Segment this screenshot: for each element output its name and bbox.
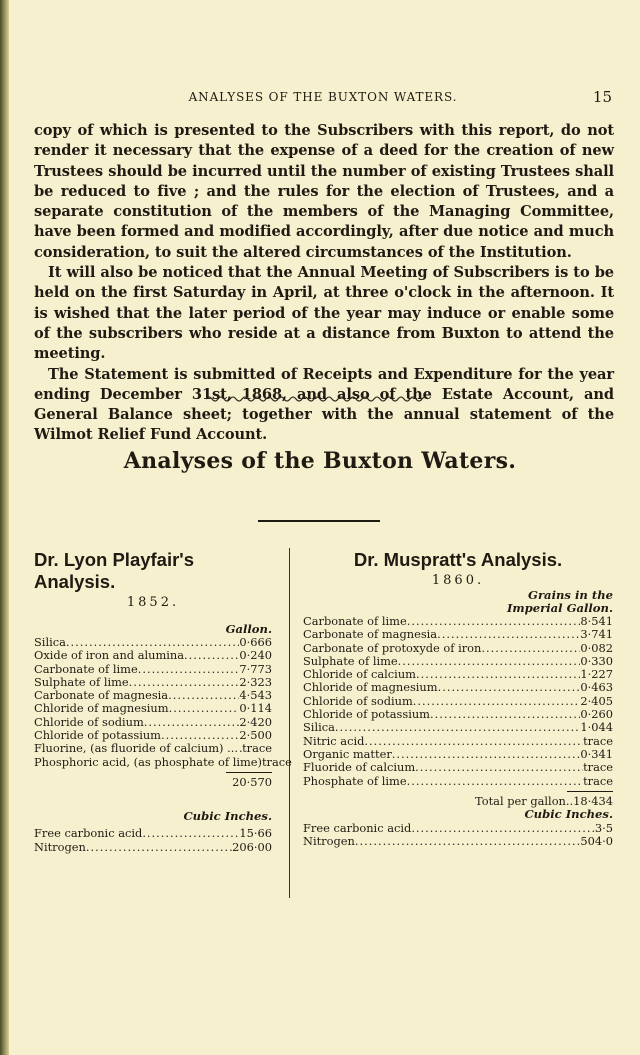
composition-row: [303, 822, 613, 835]
substance-name: Chloride of potassium: [34, 728, 161, 743]
dot-leader: [407, 775, 583, 788]
substance-name: Chloride of magnesium: [303, 680, 438, 695]
substance-name: Free carbonic acid: [34, 826, 143, 841]
sum-rule: [567, 791, 613, 792]
composition-row: [34, 729, 272, 742]
dot-leader: [416, 668, 580, 681]
substance-value: 1·044: [580, 720, 613, 735]
substance-name: Oxide of iron and alumina: [34, 648, 185, 663]
dot-leader: [138, 663, 240, 676]
composition-row: [303, 708, 613, 721]
composition-row: [34, 649, 272, 662]
substance-name: Chloride of magnesium: [34, 701, 169, 716]
dot-leader: [392, 748, 581, 761]
composition-row: [303, 721, 613, 734]
composition-row: [303, 642, 613, 655]
composition-row: [34, 841, 272, 854]
composition-list: [34, 635, 292, 769]
analysis-title: Dr. Lyon Playfair's Analysis.: [34, 549, 194, 592]
substance-name: Fluorine, (as fluoride of calcium) ..: [34, 741, 235, 756]
substance-value: trace: [583, 773, 613, 788]
substance-value: 15·66: [239, 826, 272, 841]
substance-value: trace: [583, 733, 613, 748]
gas-unit-heading: Cubic Inches.: [524, 807, 613, 822]
composition-row: [34, 663, 272, 676]
composition-row: [34, 754, 292, 769]
substance-value: 2·323: [239, 674, 272, 689]
substance-value: 0·330: [580, 653, 613, 668]
dot-leader: [364, 735, 583, 748]
analysis-title: Dr. Muspratt's Analysis.: [353, 549, 563, 570]
dot-leader: [161, 729, 239, 742]
substance-name: Sulphate of lime: [34, 674, 129, 689]
dot-leader: [398, 655, 581, 668]
dot-leader: [430, 708, 580, 721]
dot-leader: [437, 628, 580, 641]
dot-leader: [66, 636, 239, 649]
title-rule: [258, 520, 380, 522]
substance-name: Carbonate of protoxyde of iron: [303, 640, 482, 655]
substance-name: Chloride of potassium: [303, 707, 430, 722]
substance-name: Chloride of calcium: [303, 667, 416, 682]
substance-value: 7·773: [239, 661, 272, 676]
dot-leader: [142, 827, 239, 840]
running-title: ANALYSES OF THE BUXTON WATERS.: [188, 90, 458, 104]
substance-name: Free carbonic acid: [303, 821, 412, 836]
substance-name: Nitric acid: [303, 733, 365, 748]
substance-name: Organic matter: [303, 746, 392, 761]
analysis-year: 1852.: [126, 595, 180, 610]
substance-value: 1·227: [580, 667, 613, 682]
dot-leader: [415, 761, 583, 774]
dot-leader: [169, 702, 240, 715]
composition-row: [34, 716, 272, 729]
substance-name: Carbonate of lime: [303, 614, 407, 628]
column-divider: [289, 548, 290, 898]
dot-leader: [335, 721, 580, 734]
analysis-year: 1860.: [431, 573, 485, 588]
page-number: 15: [592, 88, 612, 106]
substance-name: Nitrogen: [303, 834, 355, 849]
substance-value: 3·5: [594, 821, 613, 836]
gas-list: [34, 827, 272, 854]
unit-heading: Grains in the: [528, 588, 613, 602]
substance-name: Fluoride of calcium: [303, 760, 416, 775]
composition-row: [303, 761, 613, 774]
dot-leader: [407, 615, 581, 628]
section-title: Analyses of the Buxton Waters.: [123, 448, 517, 474]
substance-name: Phosphate of lime: [303, 773, 407, 788]
substance-name: Phosphoric acid, (as phosphate of lime): [34, 754, 262, 769]
unit-heading: Imperial Gallon.: [506, 601, 613, 615]
substance-name: Chloride of sodium: [34, 714, 144, 729]
dot-leader: [184, 649, 239, 662]
substance-value: 0·341: [580, 746, 613, 761]
substance-name: Silica: [34, 635, 66, 649]
page-header: [34, 88, 612, 110]
substance-name: Chloride of sodium: [303, 693, 413, 708]
composition-row: [34, 676, 272, 689]
composition-row: [303, 775, 613, 788]
substance-value: 2·500: [239, 728, 272, 743]
substance-value: 8·541: [580, 614, 613, 628]
dot-leader: [413, 695, 581, 708]
gas-list: [303, 822, 613, 849]
substance-value: 0·666: [239, 635, 272, 649]
unit-heading: Gallon.: [225, 622, 272, 636]
substance-value: 0·463: [580, 680, 613, 695]
analysis-total: Total per gallon..18·434: [475, 793, 613, 808]
composition-row: [303, 615, 613, 628]
composition-row: [303, 695, 613, 708]
composition-row: [34, 827, 272, 840]
composition-row: [303, 655, 613, 668]
composition-row: [303, 835, 613, 848]
dot-leader: [234, 742, 242, 755]
analysis-total: 20·570: [232, 774, 272, 789]
dot-leader: [481, 642, 580, 655]
dot-leader: [144, 716, 240, 729]
substance-value: 0·260: [580, 707, 613, 722]
substance-value: 0·240: [239, 648, 272, 663]
substance-name: Carbonate of magnesia: [303, 627, 438, 642]
substance-name: Sulphate of lime: [303, 653, 398, 668]
composition-row: [34, 702, 272, 715]
wavy-ornament: [0, 392, 640, 406]
substance-value: 2·420: [239, 714, 272, 729]
composition-list: [303, 615, 613, 788]
substance-value: trace: [242, 741, 272, 756]
dot-leader: [438, 681, 581, 694]
composition-row: [303, 628, 613, 641]
dot-leader: [355, 835, 581, 848]
substance-value: 0·082: [580, 640, 613, 655]
binding-gutter: [0, 0, 9, 1055]
gas-unit-heading: Cubic Inches.: [183, 809, 272, 824]
substance-value: 206·00: [232, 839, 272, 854]
composition-row: [34, 636, 272, 649]
substance-name: Carbonate of lime: [34, 661, 138, 676]
paragraph: It will also be noticed that the Annual Meeting of Subscribers is to be held on the first Saturday in April, at three o'clock in the afternoon. It is wished that the later period of the year may induce or enable some of the subscribers who reside at a distance from Buxton to attend the meeting.: [34, 264, 614, 363]
composition-row: [34, 689, 272, 702]
dot-leader: [411, 822, 595, 835]
paragraph: The Statement is submitted of Receipts and Expenditure for the year ending December 31st, 1868, and also of the Estate Account, and General Balance sheet; together with the annual statement of the Wilmot Relief Fund Account.: [34, 365, 614, 444]
sum-rule: [226, 772, 272, 773]
substance-value: 3·741: [580, 627, 613, 642]
substance-name: Nitrogen: [34, 839, 86, 854]
substance-value: 4·543: [239, 688, 272, 703]
dot-leader: [86, 841, 232, 854]
dot-leader: [129, 676, 240, 689]
composition-row: [303, 735, 613, 748]
substance-value: trace: [583, 760, 613, 775]
substance-value: 0·114: [239, 701, 272, 716]
composition-row: [303, 681, 613, 694]
muspratt-analysis: [303, 549, 613, 849]
substance-value: 2·405: [580, 693, 613, 708]
dot-leader: [168, 689, 239, 702]
playfair-analysis: [34, 549, 292, 854]
substance-name: Carbonate of magnesia: [34, 688, 169, 703]
substance-value: trace: [261, 754, 292, 769]
composition-row: [303, 748, 613, 761]
substance-name: Silica: [303, 720, 335, 735]
paragraph: copy of which is presented to the Subscribers with this report, do not render it necessary that the expense of a deed for the creation of new Trustees should be incurred until the number of existing Trustees shall be reduced to five ; and the rules for the election of Trustees, and a separate constitution of the members of the Managing Committee, have been formed and modified accordingly, after due notice and much consideration, to suit the altered circumstances of the Institution.: [34, 122, 614, 261]
composition-row: [303, 668, 613, 681]
substance-value: 504·0: [580, 834, 613, 849]
composition-row: [34, 742, 272, 755]
